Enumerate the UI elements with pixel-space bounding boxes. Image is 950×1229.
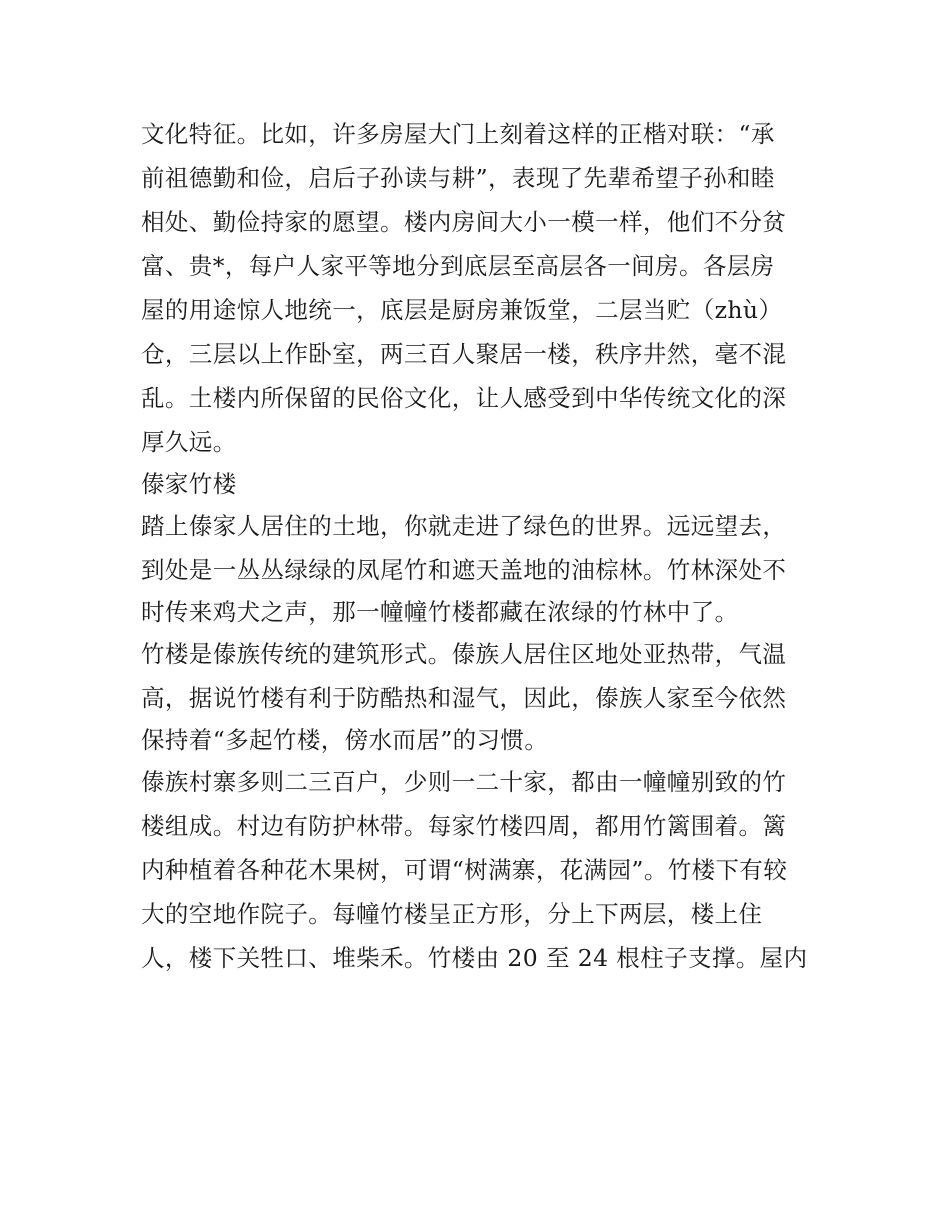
text-line: 竹楼是傣族传统的建筑形式。傣族人居住区地处亚热带，气温 [141,640,787,668]
text-line: 时传来鸡犬之声，那一幢幢竹楼都藏在浓绿的竹林中了。 [141,598,739,626]
text-line: 到处是一丛丛绿绿的凤尾竹和遮天盖地的油棕林。竹林深处不 [141,556,787,584]
document-page [141,112,821,980]
text-line: 楼组成。村边有防护林带。每家竹楼四周，都用竹篱围着。篱 [141,812,787,840]
text-line: 大的空地作院子。每幢竹楼呈正方形，分上下两层，楼上住 [141,900,763,928]
text-line: 乱。土楼内所保留的民俗文化，让人感受到中华传统文化的深 [141,384,787,412]
text-line: 保持着“多起竹楼，傍水而居”的习惯。 [141,726,549,754]
text-line: 傣族村寨多则二三百户，少则一二十家，都由一幢幢别致的竹 [141,768,787,796]
text-line: 踏上傣家人居住的土地，你就走进了绿色的世界。远远望去， [141,512,787,540]
text-line: 文化特征。比如，许多房屋大门上刻着这样的正楷对联：“承 [141,120,775,148]
text-line: 屋的用途惊人地统一，底层是厨房兼饭堂，二层当贮（zhù） [141,296,783,324]
text-line: 内种植着各种花木果树，可谓“树满寨，花满园”。竹楼下有较 [141,856,788,884]
text-line: 前祖德勤和俭，启后子孙读与耕”，表现了先辈希望子孙和睦 [141,164,775,192]
text-line: 高，据说竹楼有利于防酷热和湿气，因此，傣族人家至今依然 [141,684,787,712]
text-line: 厚久远。 [141,428,237,456]
text-line: 仓，三层以上作卧室，两三百人聚居一楼，秩序井然，毫不混 [141,340,787,368]
section-heading: 傣家竹楼 [141,470,237,498]
text-line: 相处、勤俭持家的愿望。楼内房间大小一模一样，他们不分贫 [141,208,787,236]
text-line: 人，楼下关牲口、堆柴禾。竹楼由 20 至 24 根柱子支撑。屋内 [141,944,808,972]
text-line: 富、贵*，每户人家平等地分到底层至高层各一间房。各层房 [141,252,775,280]
